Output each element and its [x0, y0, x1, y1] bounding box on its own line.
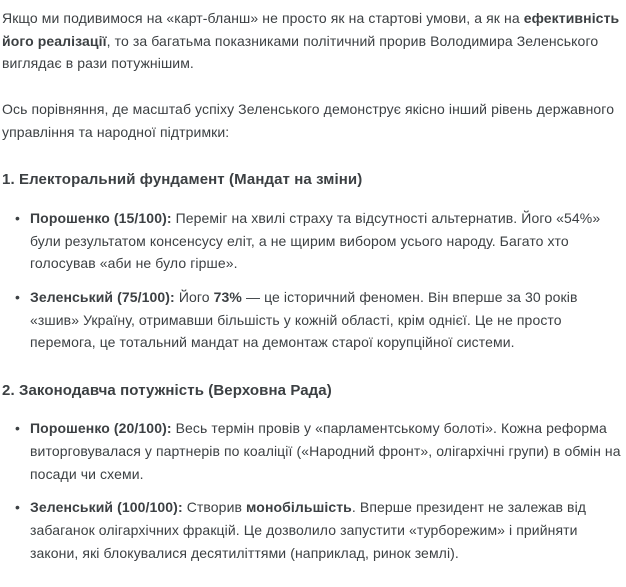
paragraph-intro	[2, 7, 622, 75]
text-segment: Його	[174, 288, 214, 305]
text-segment: Якщо ми подивимося на «карт-бланш» не просто як на стартові умови, а як на	[2, 10, 524, 26]
list-item-poroshenko-15	[30, 207, 622, 275]
list-item-label: Зеленський (75/100):	[30, 288, 175, 305]
section-2-heading: 2. Законодавча потужність (Верховна Рада)	[2, 381, 332, 399]
text-segment: Переміг на хвилі страху та відсутності альтернатив. Його «54%» були результатом консенсусу еліт, а не щирим вибором усього народу. Багато хто голосував «аби не було гірше».	[30, 209, 601, 272]
text-segment: Весь термін провів у «парламентському болоті». Кожна реформа виторговувалася у партнерів по коаліції («Народний фронт», олігархічні групи) в обмін на посади чи схеми.	[30, 420, 621, 482]
bold-text-73-percent: 73%	[213, 288, 242, 305]
text-segment: Створив	[182, 499, 247, 516]
bold-text-monomajority: монобільшість	[246, 499, 352, 516]
list-item-label: Порошенко (15/100):	[30, 209, 172, 226]
section-2-list	[2, 417, 622, 564]
list-item-label: Зеленський (100/100):	[30, 499, 183, 516]
list-item-zelensky-75	[30, 286, 622, 354]
paragraph-comparison-lead: Ось порівняння, де масштаб успіху Зеленського демонструє якісно інший рівень державного управління та народної підтримки:	[2, 101, 615, 140]
text-segment: . Вперше президент не залежав від забаганок олігархічних фракцій. Це дозволило запустити «турборежим» і прийняти закони, які блокувалися десятиліттями (наприклад, ринок землі).	[30, 499, 587, 561]
section-1-list	[2, 207, 622, 354]
bold-text-effectiveness: ефективність його реалізації	[2, 10, 620, 49]
text-segment: — це історичний феномен. Він вперше за 30 років «зшив» Україну, отримавши більшість у кожній області, крім однієї. Це не просто перемога, це тотальний мандат на демонтаж старої корупційної системи.	[30, 288, 578, 351]
list-item-label: Порошенко (20/100):	[30, 420, 172, 437]
list-item-poroshenko-20	[30, 417, 622, 485]
section-1-heading: 1. Електоральний фундамент (Мандат на зміни)	[2, 171, 363, 189]
list-item-zelensky-100	[30, 496, 622, 564]
text-segment: , то за багатьма показниками політичний прорив Володимира Зеленського виглядає в рази потужнішим.	[2, 32, 599, 72]
